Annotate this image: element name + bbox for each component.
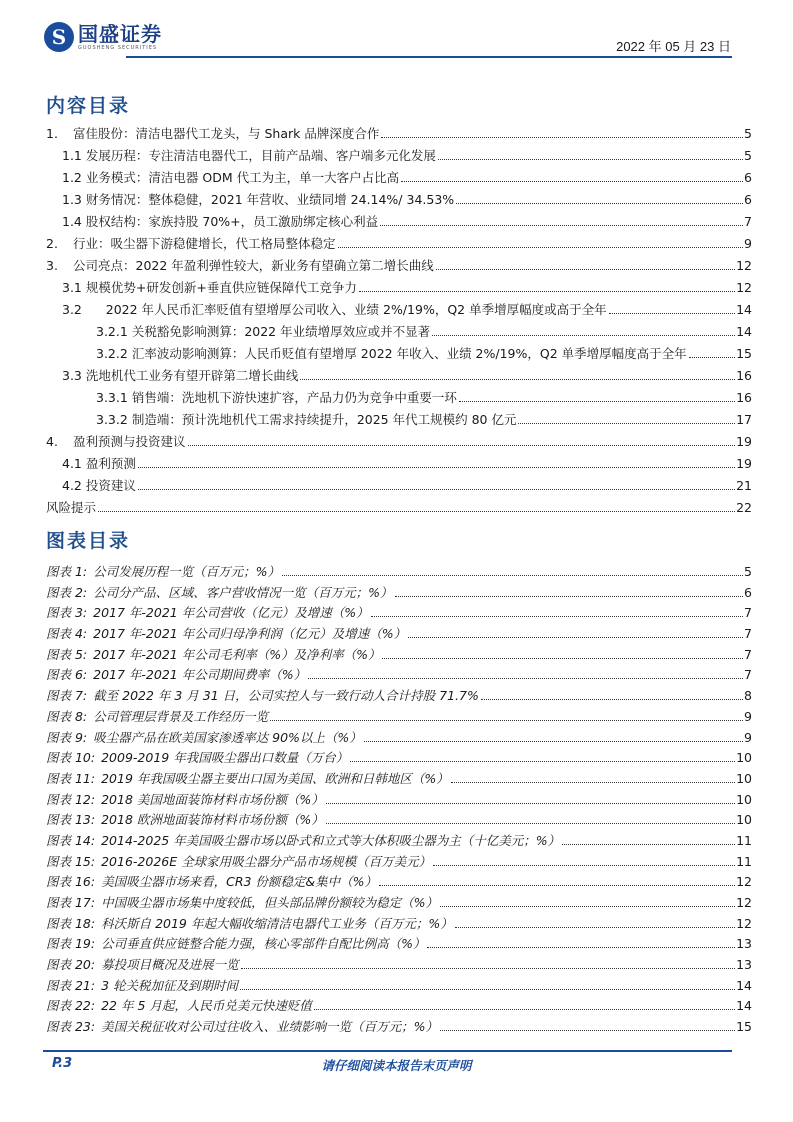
figure-entry-text <box>46 583 393 601</box>
figure-label: 图表 5: <box>46 646 88 662</box>
figure-entry[interactable] <box>46 893 752 914</box>
figure-entry-text <box>46 955 239 973</box>
footer-divider <box>43 1050 732 1052</box>
figure-entry[interactable] <box>46 1017 752 1038</box>
figure-title: 2017 年-2021 年公司毛利率（%）及净利率（%） <box>93 646 381 662</box>
figure-entry-text <box>46 748 348 766</box>
toc-entry-page: 5 <box>744 126 752 141</box>
figure-entry[interactable] <box>46 562 752 583</box>
toc-entry-title: 行业：吸尘器下游稳健增长，代工格局整体稳定 <box>73 236 336 251</box>
dot-leader <box>350 760 735 762</box>
figure-entry-text <box>46 707 268 725</box>
toc-entry[interactable] <box>46 366 752 388</box>
toc-entry-number: 3.2 <box>62 302 82 317</box>
toc-entry[interactable] <box>46 410 752 432</box>
figure-page: 12 <box>736 895 752 910</box>
dot-leader <box>359 290 735 292</box>
figure-entry-text <box>46 645 380 663</box>
toc-entry-title: 股权结构：家族持股 70%+，员工激励绑定核心利益 <box>85 214 379 229</box>
dot-leader <box>459 400 735 402</box>
toc-entry-title: 发展历程：专注清洁电器代工，目前产品端、客户端多元化发展 <box>85 148 436 163</box>
dot-leader <box>300 378 735 380</box>
figure-label: 图表 18: <box>46 915 96 931</box>
toc-entry[interactable] <box>46 476 752 498</box>
toc-entry-text <box>46 124 379 142</box>
dot-leader <box>518 422 735 424</box>
figure-label: 图表 2: <box>46 584 88 600</box>
figure-page: 10 <box>736 750 752 766</box>
toc-entry[interactable] <box>46 168 752 190</box>
toc-entry-number: 4. <box>46 434 58 449</box>
toc-entry-page: 19 <box>736 434 752 449</box>
toc-entry-title: 2022 年人民币汇率贬值有望增厚公司收入、业绩 2%/19%，Q2 单季增厚幅度或高于全年 <box>85 302 607 317</box>
toc-entry-text <box>62 278 357 296</box>
toc-entry-text <box>62 476 136 494</box>
toc-entry-text <box>96 388 457 406</box>
logo-name-en: GUOSHENG SECURITIES <box>78 45 158 51</box>
dot-leader <box>436 268 735 270</box>
toc-entry-page: 17 <box>736 412 752 427</box>
figure-list <box>46 562 752 1038</box>
figure-title: 募投项目概况及进展一览 <box>101 957 239 973</box>
dot-leader <box>408 636 743 638</box>
figure-title: 2019 年我国吸尘器主要出口国为美国、欧洲和日韩地区（%） <box>101 770 449 786</box>
toc-entry-title: 洗地机代工业务有望开辟第二增长曲线 <box>85 368 299 383</box>
toc-entry-page: 22 <box>736 500 752 515</box>
figure-page: 9 <box>744 708 752 724</box>
toc-entry-page: 12 <box>736 280 752 295</box>
figure-entry[interactable] <box>46 769 752 790</box>
dot-leader <box>240 988 735 990</box>
figure-entry[interactable] <box>46 748 752 769</box>
figure-label: 图表 11: <box>46 770 96 786</box>
toc-entry-page: 15 <box>736 346 752 361</box>
dot-leader <box>432 334 735 336</box>
figure-entry-text <box>46 728 362 746</box>
toc-entry-text <box>62 190 454 208</box>
figure-entry[interactable] <box>46 583 752 604</box>
toc-entry-text <box>62 454 136 472</box>
toc-entry[interactable] <box>46 300 752 322</box>
figure-entry-text <box>46 872 377 890</box>
dot-leader <box>440 905 735 907</box>
figure-label: 图表 7: <box>46 688 88 704</box>
toc-entry-page: 14 <box>736 324 752 339</box>
figure-entry-text <box>46 562 280 580</box>
dot-leader <box>451 781 735 783</box>
figure-page: 10 <box>736 770 752 786</box>
logo-name: 国盛证券 <box>78 22 162 46</box>
dot-leader <box>433 864 735 866</box>
toc-entry-title: 汇率波动影响测算：人民币贬值有望增厚 2022 年收入、业绩 2%/19%，Q2 单季增厚幅度高于全年 <box>131 346 687 361</box>
toc-entry-number: 1.1 <box>62 148 82 163</box>
toc-entry-title: 销售端：洗地机下游快速扩容，产品力仍为竞争中重要一环 <box>131 390 457 405</box>
figure-page: 7 <box>744 646 752 662</box>
toc-entry[interactable] <box>46 256 752 278</box>
report-date: 2022 年 05 月 23 日 <box>616 39 731 54</box>
dot-leader <box>326 802 735 804</box>
figure-title: 吸尘器产品在欧美国家渗透率达 90%以上（%） <box>93 729 362 745</box>
figure-label: 图表 20: <box>46 957 96 973</box>
table-of-contents <box>46 124 752 520</box>
toc-entry[interactable] <box>46 498 752 520</box>
figure-title: 3 轮关税加征及到期时间 <box>101 977 239 993</box>
dot-leader <box>481 698 743 700</box>
figure-page: 7 <box>744 626 752 642</box>
dot-leader <box>689 356 735 358</box>
figure-label: 图表 15: <box>46 853 96 869</box>
toc-entry[interactable] <box>46 388 752 410</box>
figure-page: 9 <box>744 729 752 745</box>
toc-entry-number: 3.3 <box>62 368 82 383</box>
figure-title: 2009-2019 年我国吸尘器出口数量（万台） <box>101 750 349 766</box>
toc-entry[interactable] <box>46 146 752 168</box>
figure-title: 美国吸尘器市场来看，CR3 份额稳定&集中（%） <box>101 874 378 890</box>
figure-entry-text <box>46 665 306 683</box>
figure-title: 公司发展历程一览（百万元；%） <box>93 564 281 579</box>
toc-entry-title: 业务模式：清洁电器 ODM 代工为主，单一大客户占比高 <box>85 170 400 185</box>
toc-entry-text <box>62 168 399 186</box>
dot-leader <box>138 488 735 490</box>
toc-entry-text <box>62 146 436 164</box>
toc-entry-number: 2. <box>46 236 58 251</box>
company-logo <box>44 22 162 52</box>
toc-entry-title: 财务情况：整体稳健，2021 年营收、业绩同增 24.14%/ 34.53% <box>85 192 455 207</box>
toc-entry-number: 3.1 <box>62 280 82 295</box>
figure-entry-text <box>46 603 369 621</box>
dot-leader <box>456 202 743 204</box>
figure-title: 美国关税征收对公司过往收入、业绩影响一览（百万元；%） <box>101 1019 438 1035</box>
toc-entry-number: 3.2.1 <box>96 324 128 339</box>
figure-entry[interactable] <box>46 872 752 893</box>
figure-title: 2017 年-2021 年公司归母净利润（亿元）及增速（%） <box>93 626 407 642</box>
figure-entry-text <box>46 769 449 787</box>
dot-leader <box>427 946 735 948</box>
figure-entry[interactable] <box>46 707 752 728</box>
toc-entry-text <box>46 498 96 516</box>
dot-leader <box>395 595 744 597</box>
toc-entry-text <box>46 432 186 450</box>
toc-entry-text <box>96 344 687 362</box>
toc-entry-number: 1.2 <box>62 170 82 185</box>
figure-title: 截至 2022 年 3 月 31 日，公司实控人与一致行动人合计持股 71.7% <box>93 688 479 704</box>
toc-entry[interactable] <box>46 278 752 300</box>
toc-entry-text <box>62 300 607 318</box>
toc-entry-title: 制造端：预计洗地机代工需求持续提升，2025 年代工规模约 80 亿元 <box>131 412 517 427</box>
toc-entry-page: 6 <box>744 192 752 207</box>
figure-page: 12 <box>736 915 752 931</box>
figure-title: 2017 年-2021 年公司营收（亿元）及增速（%） <box>93 605 369 621</box>
toc-entry-page: 6 <box>744 170 752 185</box>
figure-page: 13 <box>736 936 752 952</box>
toc-entry-text <box>62 212 378 230</box>
footer-disclaimer: 请仔细阅读本报告末页声明 <box>321 1058 472 1073</box>
figure-entry[interactable] <box>46 976 752 997</box>
figure-entry-text <box>46 914 453 932</box>
figure-page: 5 <box>744 564 752 579</box>
dot-leader <box>562 843 735 845</box>
figure-entry-text <box>46 934 425 952</box>
dot-leader <box>314 1008 735 1010</box>
dot-leader <box>371 615 743 617</box>
toc-entry-page: 12 <box>736 258 752 273</box>
toc-entry-page: 5 <box>744 148 752 163</box>
toc-entry-number: 4.1 <box>62 456 82 471</box>
figure-entry-text <box>46 996 312 1014</box>
toc-entry-page: 14 <box>736 302 752 317</box>
toc-entry-text <box>46 256 434 274</box>
toc-entry-page: 7 <box>744 214 752 229</box>
toc-entry-text <box>46 234 336 252</box>
dot-leader <box>438 158 743 160</box>
figure-label: 图表 3: <box>46 605 88 621</box>
dot-leader <box>401 180 743 182</box>
toc-entry-page: 16 <box>736 368 752 383</box>
toc-entry-title: 公司亮点：2022 年盈利弹性较大，新业务有望确立第二增长曲线 <box>73 258 434 273</box>
figure-entry-text <box>46 852 431 870</box>
dot-leader <box>270 719 743 721</box>
figure-label: 图表 6: <box>46 667 88 683</box>
figure-page: 11 <box>736 832 752 848</box>
toc-entry-title: 投资建议 <box>85 478 136 493</box>
dot-leader <box>381 136 743 138</box>
figure-page: 10 <box>736 791 752 807</box>
toc-entry-number: 1.4 <box>62 214 82 229</box>
dot-leader <box>382 657 743 659</box>
toc-entry-title: 盈利预测 <box>85 456 136 471</box>
figure-title: 公司分产品、区域、客户营收情况一览（百万元；%） <box>93 584 393 600</box>
toc-entry-number: 3.3.2 <box>96 412 128 427</box>
dot-leader <box>326 822 735 824</box>
figure-page: 7 <box>744 605 752 621</box>
toc-entry[interactable] <box>46 344 752 366</box>
figure-title: 2014-2025 年美国吸尘器市场以卧式和立式等大体积吸尘器为主（十亿美元；%） <box>101 832 561 848</box>
figure-entry[interactable] <box>46 645 752 666</box>
figure-entry-text <box>46 624 406 642</box>
figure-label: 图表 4: <box>46 626 88 642</box>
figure-entry-text <box>46 810 324 828</box>
page-number: P.3 <box>52 1056 73 1071</box>
logo-icon: S <box>44 22 74 52</box>
figure-title: 公司垂直供应链整合能力强，核心零部件自配比例高（%） <box>101 936 426 952</box>
dot-leader <box>364 740 743 742</box>
toc-entry-title: 关税豁免影响测算：2022 年业绩增厚效应或并不显著 <box>131 324 431 339</box>
figure-entry-text <box>46 976 238 994</box>
toc-entry-page: 21 <box>736 478 752 493</box>
figure-entry-text <box>46 831 560 849</box>
header-divider <box>126 56 732 58</box>
figure-title: 中国吸尘器市场集中度较低，但头部品牌份额较为稳定（%） <box>101 895 438 910</box>
figure-label: 图表 22: <box>46 998 96 1014</box>
toc-entry-number: 1. <box>46 126 58 141</box>
figure-entry[interactable] <box>46 728 752 749</box>
figure-label: 图表 16: <box>46 874 96 890</box>
figure-entry[interactable] <box>46 624 752 645</box>
figure-entry[interactable] <box>46 665 752 686</box>
figure-title: 公司管理层背景及工作经历一览 <box>93 708 269 724</box>
toc-entry-page: 9 <box>744 236 752 251</box>
toc-entry-title: 盈利预测与投资建议 <box>73 434 186 449</box>
dot-leader <box>308 677 743 679</box>
dot-leader <box>380 224 743 226</box>
figure-title: 2017 年-2021 年公司期间费率（%） <box>93 667 307 683</box>
figure-entry-text <box>46 1017 438 1035</box>
figure-entry[interactable] <box>46 852 752 873</box>
toc-entry-number: 1.3 <box>62 192 82 207</box>
figure-entry[interactable] <box>46 955 752 976</box>
toc-entry[interactable] <box>46 322 752 344</box>
dot-leader <box>241 967 735 969</box>
figure-label: 图表 19: <box>46 936 96 952</box>
figure-label: 图表 13: <box>46 812 96 828</box>
figures-title: 图表目录 <box>46 530 131 552</box>
figure-page: 15 <box>736 1019 752 1035</box>
toc-entry[interactable] <box>46 190 752 212</box>
figure-entry[interactable] <box>46 914 752 935</box>
figure-entry[interactable] <box>46 686 752 707</box>
toc-entry-number: 4.2 <box>62 478 82 493</box>
toc-entry[interactable] <box>46 212 752 234</box>
dot-leader <box>440 1029 735 1031</box>
figure-entry[interactable] <box>46 996 752 1017</box>
toc-entry-page: 19 <box>736 456 752 471</box>
figure-label: 图表 12: <box>46 791 96 807</box>
toc-title: 内容目录 <box>46 95 131 117</box>
dot-leader <box>609 312 735 314</box>
dot-leader <box>138 466 735 468</box>
figure-label: 图表 14: <box>46 832 96 848</box>
dot-leader <box>282 574 743 576</box>
toc-entry-text <box>96 322 430 340</box>
figure-page: 6 <box>744 584 752 600</box>
figure-title: 2016-2026E 全球家用吸尘器分产品市场规模（百万美元） <box>101 853 432 869</box>
figure-page: 8 <box>744 688 752 704</box>
figure-entry[interactable] <box>46 790 752 811</box>
figure-label: 图表 8: <box>46 708 88 724</box>
dot-leader <box>379 884 735 886</box>
toc-entry-text <box>96 410 516 428</box>
toc-entry-number: 3. <box>46 258 58 273</box>
figure-entry-text <box>46 790 324 808</box>
toc-entry[interactable] <box>46 432 752 454</box>
toc-entry-title: 富佳股份：清洁电器代工龙头，与 Shark 品牌深度合作 <box>73 126 380 141</box>
dot-leader <box>338 246 744 248</box>
toc-entry-title: 规模优势+研发创新+垂直供应链保障代工竞争力 <box>85 280 357 295</box>
dot-leader <box>188 444 736 446</box>
figure-label: 图表 10: <box>46 750 96 766</box>
figure-entry-text <box>46 893 438 911</box>
toc-entry-number: 3.3.1 <box>96 390 128 405</box>
toc-entry[interactable] <box>46 234 752 256</box>
figure-entry-text <box>46 686 479 704</box>
figure-page: 11 <box>736 853 752 869</box>
figure-label: 图表 1: <box>46 564 88 579</box>
toc-entry[interactable] <box>46 124 752 146</box>
toc-entry-page: 16 <box>736 390 752 405</box>
toc-entry-number: 3.2.2 <box>96 346 128 361</box>
figure-entry[interactable] <box>46 934 752 955</box>
figure-page: 14 <box>736 977 752 993</box>
figure-label: 图表 23: <box>46 1019 96 1035</box>
toc-entry-text <box>62 366 298 384</box>
dot-leader <box>455 926 735 928</box>
figure-page: 10 <box>736 812 752 828</box>
dot-leader <box>98 510 735 512</box>
figure-page: 12 <box>736 874 752 890</box>
figure-title: 2018 美国地面装饰材料市场份额（%） <box>101 791 324 807</box>
figure-title: 科沃斯自 2019 年起大幅收缩清洁电器代工业务（百万元；%） <box>101 915 453 931</box>
figure-title: 22 年 5 月起，人民币兑美元快速贬值 <box>101 998 312 1014</box>
figure-entry[interactable] <box>46 810 752 831</box>
figure-label: 图表 17: <box>46 895 96 910</box>
figure-entry[interactable] <box>46 831 752 852</box>
toc-entry-title: 风险提示 <box>46 500 97 515</box>
figure-entry[interactable] <box>46 603 752 624</box>
figure-page: 13 <box>736 957 752 973</box>
figure-label: 图表 21: <box>46 977 96 993</box>
figure-page: 7 <box>744 667 752 683</box>
figure-title: 2018 欧洲地面装饰材料市场份额（%） <box>101 812 324 828</box>
figure-page: 14 <box>736 998 752 1014</box>
figure-label: 图表 9: <box>46 729 88 745</box>
toc-entry[interactable] <box>46 454 752 476</box>
